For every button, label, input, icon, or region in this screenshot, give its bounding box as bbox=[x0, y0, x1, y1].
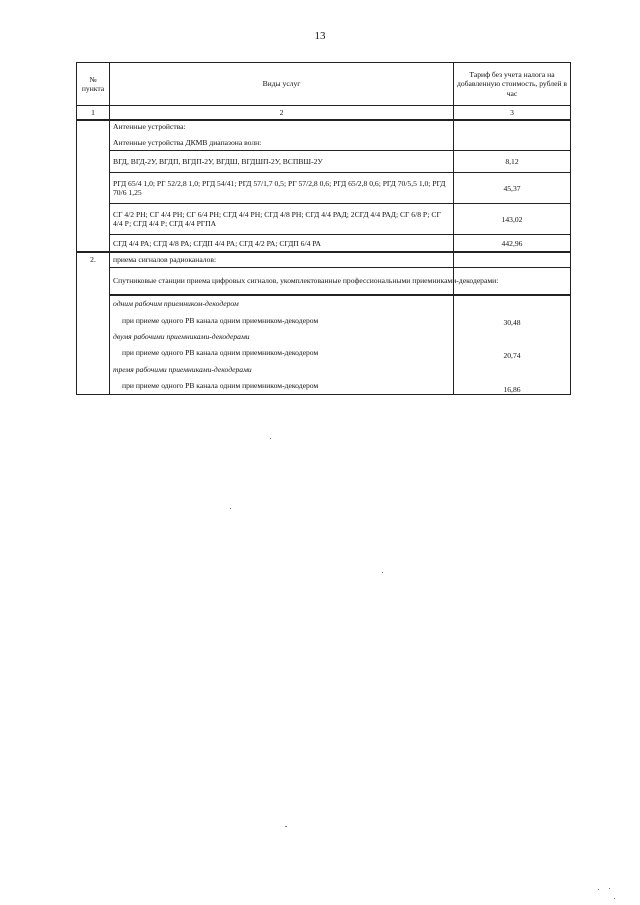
group-item: при приеме одного РВ канала одним приемником-декодером bbox=[110, 312, 454, 329]
column-number-1: 1 bbox=[77, 106, 110, 121]
scan-speck bbox=[614, 898, 615, 899]
table-row bbox=[77, 235, 571, 253]
section1-title: Антенные устройства: bbox=[110, 120, 454, 131]
header-row bbox=[77, 63, 571, 106]
header-tariff: Тариф без учета налога на добавленную стоимость, рублей в час bbox=[454, 63, 571, 106]
scan-speck bbox=[285, 826, 287, 827]
service-cell: СГ 4/2 РН; СГ 4/4 РН; СГ 6/4 РН; СГД 4/4 РН; СГД 4/8 РН; СГД 4/4 РАД; 2СГД 4/4 РАД; СГ 6/8 Р; СГ 4/4 Р; СГД 4/4 Р; СГД 4/4 РГПА bbox=[110, 204, 454, 235]
group-tariff-column bbox=[454, 295, 571, 395]
column-numbers-row bbox=[77, 106, 571, 121]
section2-subtitle-row bbox=[77, 267, 571, 295]
tariff-cell: 442,96 bbox=[454, 235, 571, 253]
section1-title-row bbox=[77, 120, 571, 131]
section2-number: 2. bbox=[77, 252, 110, 394]
section1-title-tariff bbox=[454, 120, 571, 150]
group-heading: одним рабочим приемником-декодером bbox=[110, 295, 454, 312]
tariff-table bbox=[76, 62, 571, 395]
page-number: 13 bbox=[314, 30, 326, 42]
column-number-2: 2 bbox=[110, 106, 454, 121]
service-cell: СГД 4/4 РА; СГД 4/8 РА; СГДП 4/4 РА; СГД 4/2 РА; СГДП 6/4 РА bbox=[110, 235, 454, 253]
scan-speck bbox=[382, 572, 383, 573]
group-heading: тремя рабочими приемниками-декодерами bbox=[110, 362, 454, 378]
tariff-cell: 8,12 bbox=[454, 151, 571, 173]
group-heading-row bbox=[77, 295, 571, 312]
section1-subtitle: Антенные устройства ДКМВ диапазона волн: bbox=[110, 132, 454, 151]
group-heading: двумя рабочими приемниками-декодерами bbox=[110, 329, 454, 345]
header-services: Виды услуг bbox=[110, 63, 454, 106]
column-number-3: 3 bbox=[454, 106, 571, 121]
section2-title-tariff bbox=[454, 252, 571, 267]
group-item: при приеме одного РВ канала одним приемником-декодером bbox=[110, 345, 454, 362]
header-item-number: № пункта bbox=[77, 63, 110, 106]
tariff-cell: 143,02 bbox=[454, 204, 571, 235]
group-item: при приеме одного РВ канала одним приемником-декодером bbox=[110, 377, 454, 395]
scan-speck bbox=[598, 889, 599, 890]
section2-title-row bbox=[77, 252, 571, 267]
tariff-cell: 45,37 bbox=[454, 173, 571, 204]
section2-subtitle: Спутниковые станции приема цифровых сигналов, укомплектованные профессиональными приемниками-декодерами: bbox=[110, 267, 454, 295]
table-row bbox=[77, 204, 571, 235]
table-row bbox=[77, 151, 571, 173]
tariff-cell: 16,86 bbox=[503, 384, 521, 394]
tariff-cell: 30,48 bbox=[503, 317, 521, 327]
section1-number-cell bbox=[77, 120, 110, 252]
service-cell: ВГД, ВГД-2У, ВГДП, ВГДП-2У, ВГДШ, ВГДШП-2У, ВСПВШ-2У bbox=[110, 151, 454, 173]
service-cell: РГД 65/4 1,0; РГ 52/2,8 1,0; РГД 54/41; РГД 57/1,7 0,5; РГ 57/2,8 0,6; РГД 65/2,8 0,6; РГД 70/5,5 1,0; РГД 70/6 1,25 bbox=[110, 173, 454, 204]
table-row bbox=[77, 173, 571, 204]
scan-speck bbox=[270, 438, 271, 439]
section2-title: приема сигналов радиоканалов: bbox=[110, 252, 454, 267]
scan-speck bbox=[230, 508, 231, 509]
tariff-cell: 20,74 bbox=[503, 351, 521, 361]
scan-speck bbox=[609, 888, 610, 889]
